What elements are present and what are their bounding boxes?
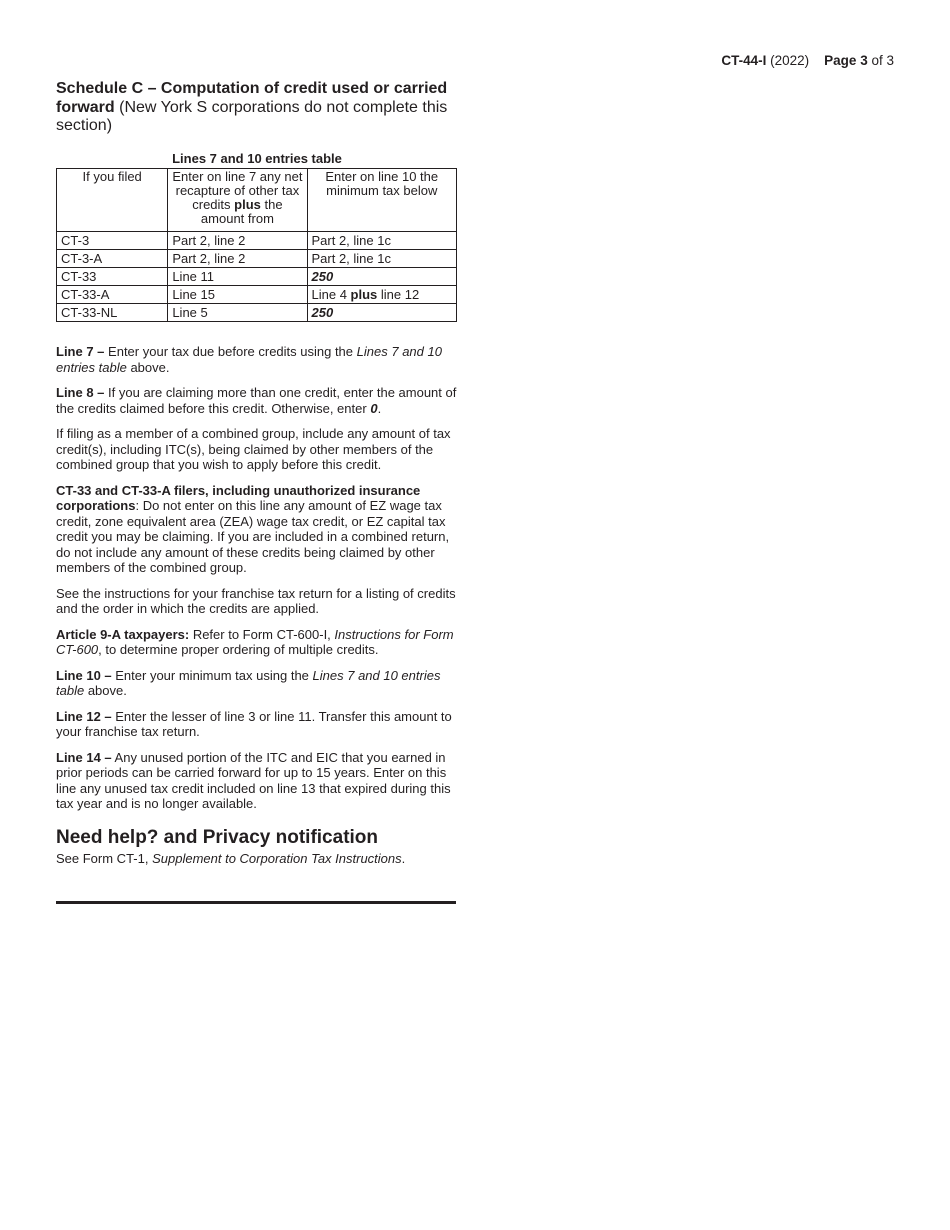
cell-line10: 250 [307,268,457,286]
table-row [57,304,457,322]
ct33-paragraph: CT-33 and CT-33-A filers, including unauthorized insurance corporations: Do not enter on this line any amount of EZ wage tax credit, zone equivalent area (ZEA) wage tax credit, or EZ capital tax credit you may be claiming. If you are included in a combined return, do not include any amount of these credits being claimed by other members of the combined group. [56,482,450,575]
schedule-c-title-bold: Schedule C – Computation of credit used or carried forward [56,80,448,116]
form-id: CT-44-I [721,53,767,68]
cell-filed: CT-33-NL [57,304,168,322]
help-text: See Form CT-1, Supplement to Corporation Tax Instructions. [56,850,406,866]
see-instructions-paragraph: See the instructions for your franchise tax return for a listing of credits and the order in which the credits are applied. [56,585,456,616]
table-caption: Lines 7 and 10 entries table [172,150,342,166]
page-of: of 3 [871,53,894,68]
line8-instruction: Line 8 – If you are claiming more than one credit, enter the amount of the credits claimed before this credit. Otherwise, enter 0. [56,385,457,416]
cell-line10: Line 4 plus line 12 [307,286,457,304]
help-heading: Need help? and Privacy notification [56,826,379,848]
page-header [721,53,894,68]
cell-line7: Part 2, line 2 [168,232,307,250]
entries-table [56,168,457,322]
form-year: (2022) [770,53,810,68]
cell-filed: CT-33-A [57,286,168,304]
cell-line7: Line 5 [168,304,307,322]
table-row [57,250,457,268]
cell-line7: Line 15 [168,286,307,304]
combined-group-paragraph: If filing as a member of a combined group, include any amount of tax credit(s), including ITC(s), being claimed by other members of the combined group that you wish to apply before this credit. [56,426,451,472]
line14-instruction: Line 14 – Any unused portion of the ITC and EIC that you earned in prior periods can be carried forward for up to 15 years. Enter on this line any unused tax credit included on line 13 that expired during this tax year and is no longer available. [56,749,451,811]
cell-filed: CT-33 [57,268,168,286]
article9a-paragraph: Article 9-A taxpayers: Refer to Form CT-600-I, Instructions for Form CT-600, to determine proper ordering of multiple credits. [56,626,454,657]
bottom-rule [56,901,456,904]
cell-line7: Line 11 [168,268,307,286]
line10-instruction: Line 10 – Enter your minimum tax using the Lines 7 and 10 entries table above. [56,667,441,698]
table-row [57,268,457,286]
line12-instruction: Line 12 – Enter the lesser of line 3 or line 11. Transfer this amount to your franchise tax return. [56,708,452,739]
cell-filed: CT-3 [57,232,168,250]
header-if-you-filed: If you filed [57,169,168,232]
header-line7: Enter on line 7 any net recapture of other tax credits plus the amount from [168,169,307,232]
main-column [56,80,458,904]
cell-line10: 250 [307,304,457,322]
header-line10: Enter on line 10 the minimum tax below [307,169,457,232]
cell-line10: Part 2, line 1c [307,250,457,268]
cell-line7: Part 2, line 2 [168,250,307,268]
schedule-c-title [56,80,458,136]
cell-filed: CT-3-A [57,250,168,268]
table-header-row [57,169,457,232]
table-row [57,232,457,250]
line7-instruction: Line 7 – Enter your tax due before credits using the Lines 7 and 10 entries table above. [56,344,442,375]
cell-line10: Part 2, line 1c [307,232,457,250]
page-label: Page 3 [824,53,868,68]
schedule-c-title-note: (New York S corporations do not complete this section) [56,98,448,134]
table-row [57,286,457,304]
